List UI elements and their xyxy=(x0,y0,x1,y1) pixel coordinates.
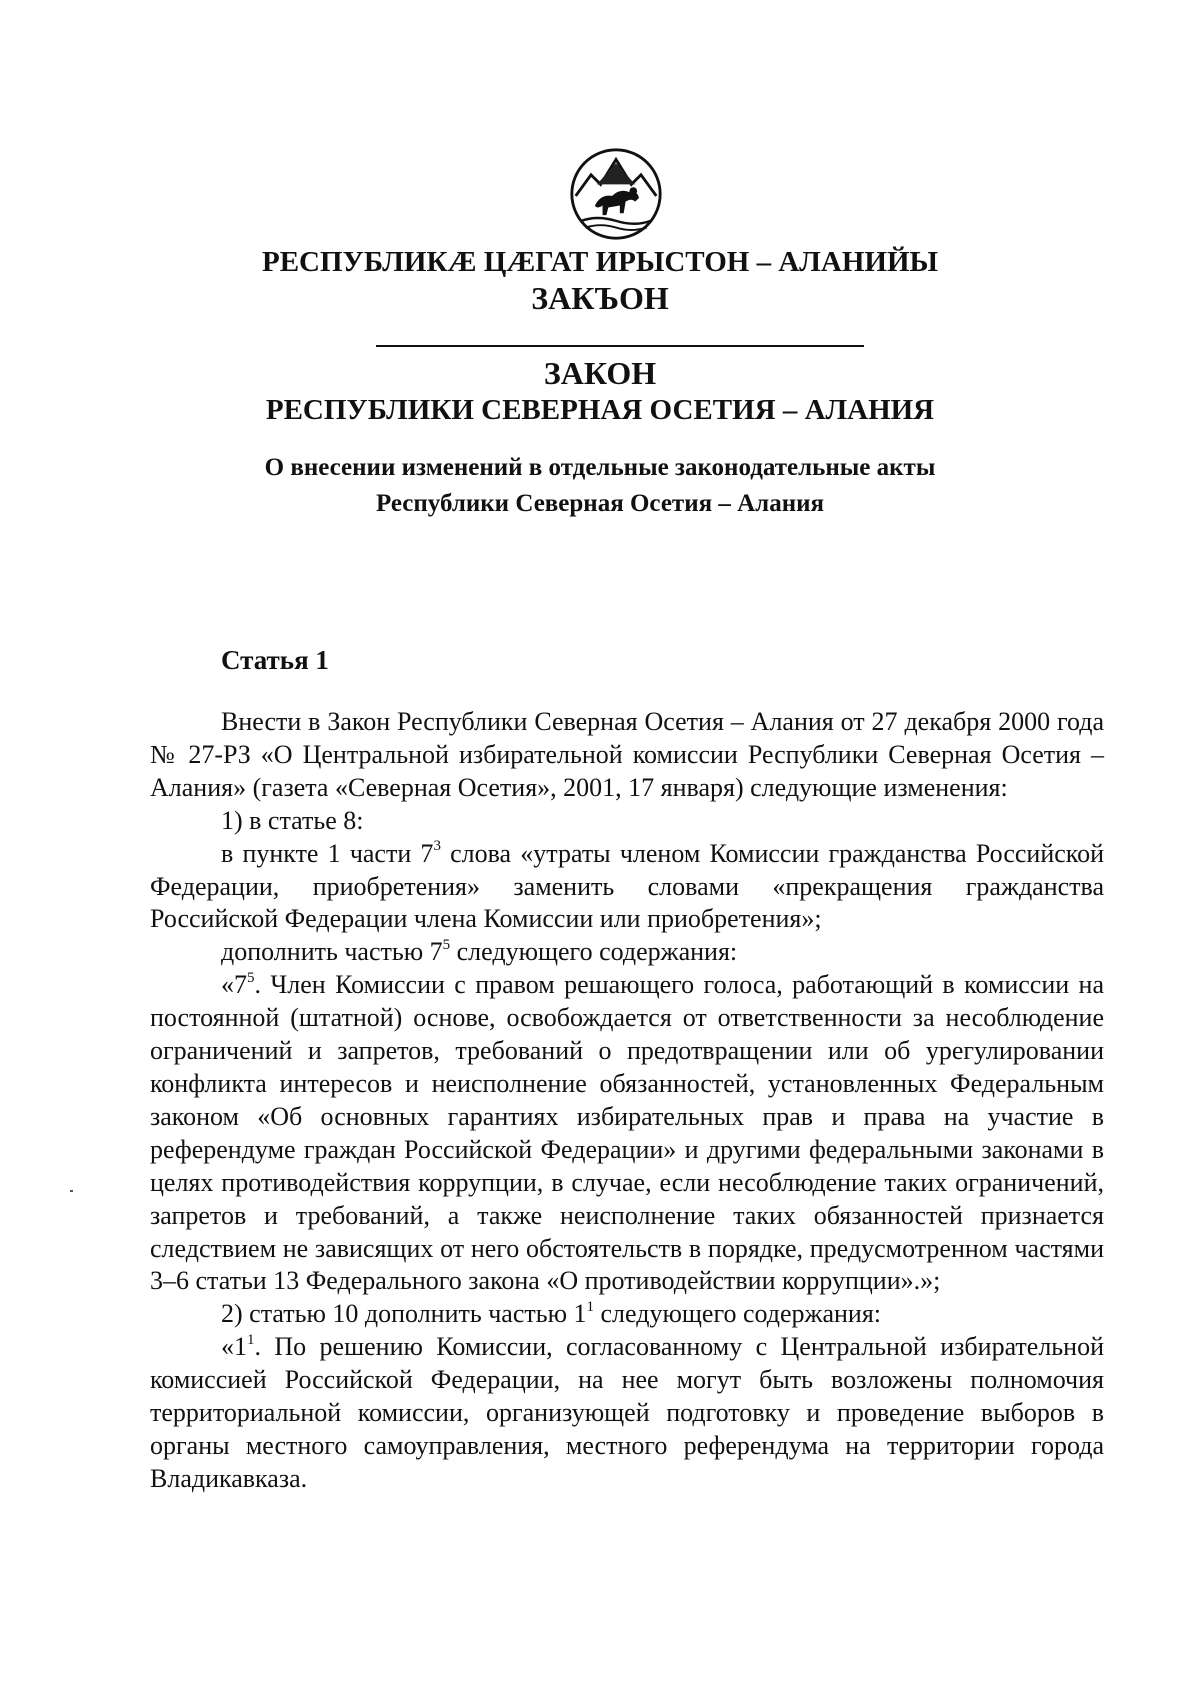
superscript: 5 xyxy=(247,969,255,986)
paragraph-new-part-1-1 xyxy=(150,1331,1104,1496)
law-title-ossetian: ЗАКЪОН xyxy=(531,280,669,316)
paragraph-item-1: 1) в статье 8: xyxy=(221,805,364,835)
text-part: . По решению Комиссии, согласованному с Центральной избирательной комиссией Российской Федерации, на нее могут быть возложены полномочия территориальной комиссии, организующей подготовку и проведение выборов в органы местного самоуправления, местного референдума на территории города Владикавказа. xyxy=(150,1332,1104,1493)
superscript: 1 xyxy=(586,1298,595,1315)
title-divider xyxy=(376,345,864,347)
article-heading: Статья 1 xyxy=(221,645,329,675)
scan-speck xyxy=(70,1190,73,1192)
article-body xyxy=(150,706,1104,1496)
text-part: 2) статью 10 дополнить частью 1 xyxy=(221,1299,587,1329)
text-part: «7 xyxy=(221,970,247,1000)
text-part: «1 xyxy=(221,1332,247,1362)
text-part: слова «утраты членом Комиссии гражданства Российской Федерации, приобретения» заменить словами «прекращения гражданства Российской Федерации члена Комиссии или приобретения»; xyxy=(150,838,1104,934)
text-part: дополнить частью 7 xyxy=(221,937,443,967)
law-subject-line-2: Республики Северная Осетия – Алания xyxy=(375,490,825,517)
paragraph-intro: Внести в Закон Республики Северная Осетия – Алания от 27 декабря 2000 года № 27-РЗ «О Центральной избирательной комиссии Республики Северная Осетия – Алания» (газета «Северная Осетия», 2001, 17 января) следующие изменения: xyxy=(150,707,1104,802)
paragraph-add-part xyxy=(150,936,1104,969)
paragraph-item-2 xyxy=(150,1298,1104,1331)
superscript: 3 xyxy=(433,837,441,854)
paragraph-new-part-7-5 xyxy=(150,969,1104,1298)
law-subject-line-1: О внесении изменений в отдельные законодательные акты xyxy=(264,454,936,481)
paragraph-replace-words xyxy=(150,838,1104,937)
law-title-russian: ЗАКОН xyxy=(543,355,657,391)
text-part: следующего содержания: xyxy=(594,1299,882,1329)
coat-of-arms-emblem xyxy=(568,146,664,242)
republic-title-russian: РЕСПУБЛИКИ СЕВЕРНАЯ ОСЕТИЯ – АЛАНИЯ xyxy=(265,394,935,426)
superscript: 5 xyxy=(442,936,451,953)
superscript: 1 xyxy=(247,1331,255,1348)
text-part: в пункте 1 части 7 xyxy=(221,838,434,868)
text-part: . Член Комиссии с правом решающего голоса, работающий в комиссии на постоянной (штатной) основе, освобождается от ответственности за несоблюдение ограничений и запретов, требований о предотвращении или об урегулировании конфликта интересов и неисполнение обязанностей, установленных Федеральным законом «Об основных гарантиях избирательных прав и права на участие в референдуме граждан Российской Федерации» и другими федеральными законами в целях противодействия коррупции, в случае, если несоблюдение таких ограничений, запретов и требований, а также неисполнение таких обязанностей признается следствием не зависящих от него обстоятельств в порядке, предусмотренном частями 3–6 статьи 13 Федерального закона «О противодействии коррупции».»; xyxy=(150,970,1104,1296)
republic-title-ossetian: РЕСПУБЛИКÆ ЦÆГАТ ИРЫСТОН – АЛАНИЙЫ xyxy=(262,246,938,278)
text-part: следующего содержания: xyxy=(450,937,738,967)
